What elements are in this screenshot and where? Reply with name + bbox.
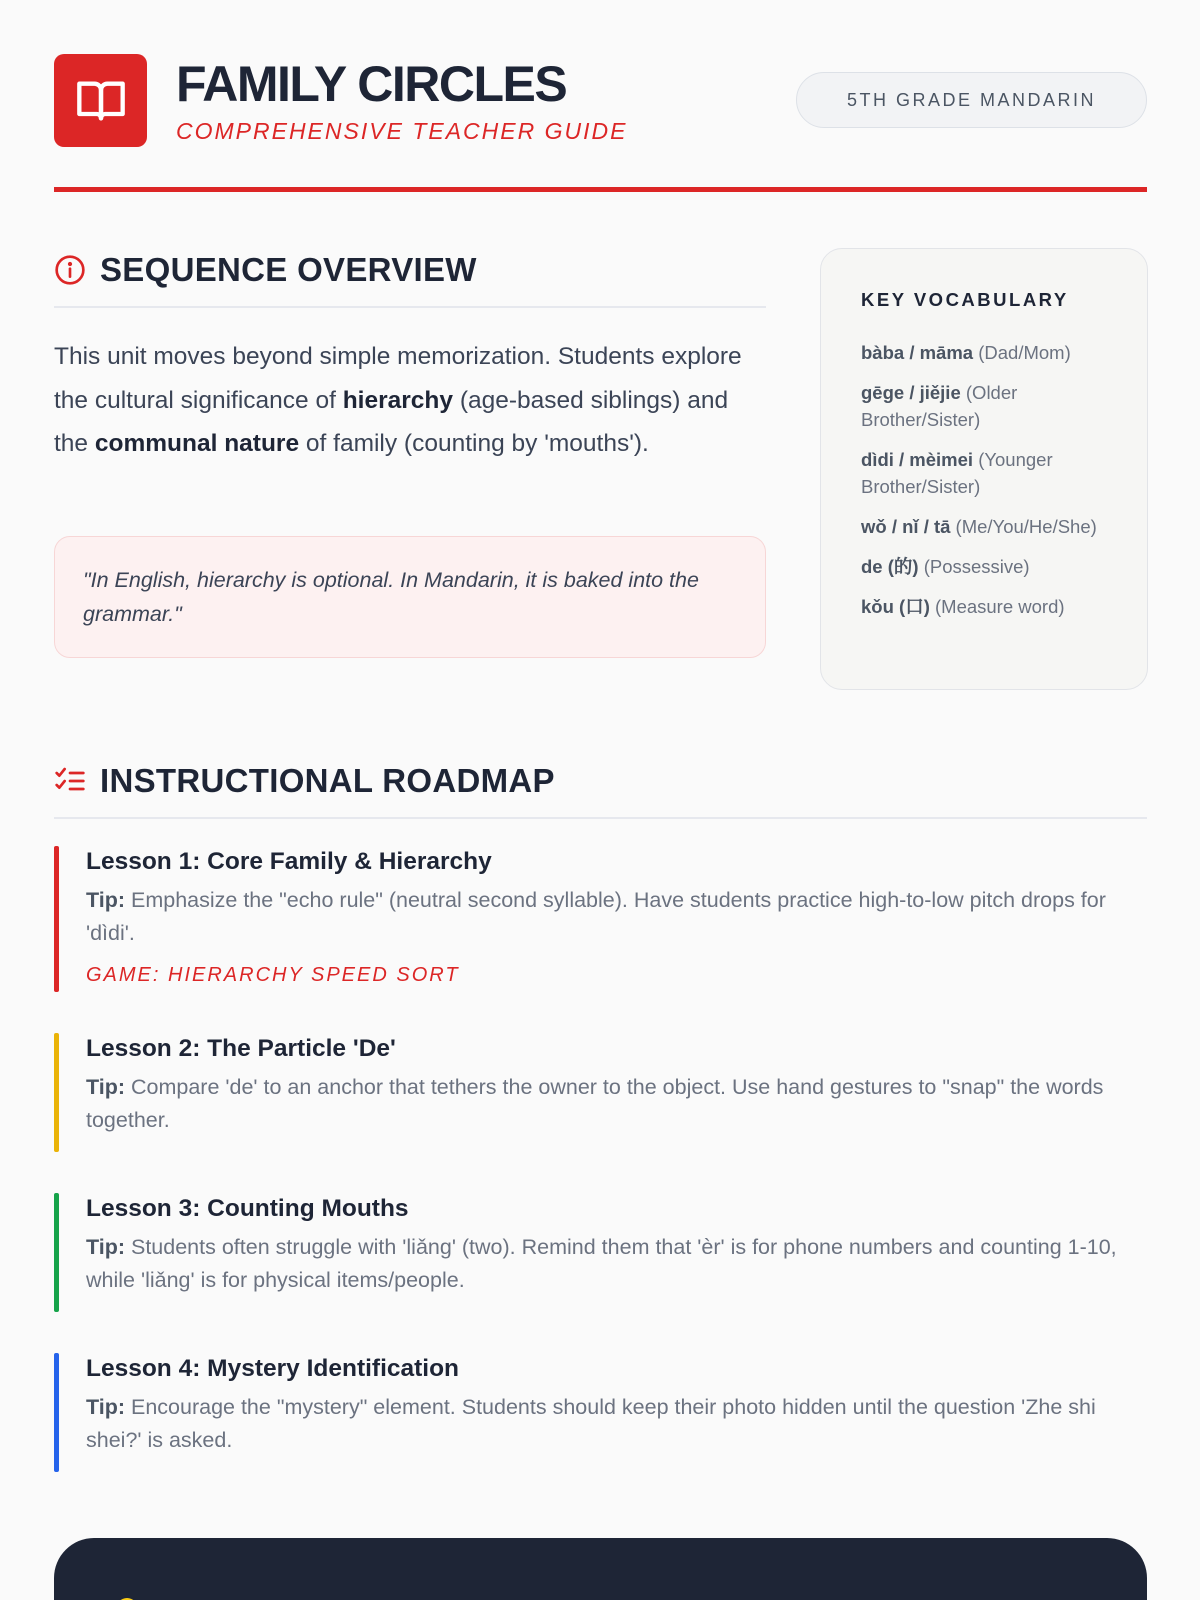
vocab-gloss: (Measure word) — [929, 596, 1065, 617]
lesson-card — [54, 1353, 1147, 1472]
tip-text: Compare 'de' to an anchor that tethers the owner to the object. Use hand gestures to "snap" the words together. — [86, 1075, 1104, 1132]
vocab-term: kǒu (口) — [861, 596, 930, 617]
vocab-gloss: (Younger Brother/Sister) — [861, 449, 1053, 497]
vocab-title: KEY VOCABULARY — [861, 289, 1069, 310]
roadmap-heading-text: INSTRUCTIONAL ROADMAP — [100, 762, 555, 799]
open-book-icon — [75, 75, 127, 127]
lesson-card — [54, 846, 1147, 992]
lesson-color-bar — [54, 1353, 59, 1472]
overview-paragraph — [54, 335, 764, 466]
lesson-tip — [86, 884, 1146, 950]
vocab-gloss: (Me/You/He/She) — [950, 516, 1097, 537]
tip-text: Encourage the "mystery" element. Students should keep their photo hidden until the question 'Zhe shi shei?' is asked. — [86, 1395, 1096, 1452]
lesson-title: Lesson 2: The Particle 'De' — [86, 1035, 396, 1062]
vocab-gloss: (Dad/Mom) — [973, 342, 1071, 363]
overview-heading — [54, 251, 477, 289]
lesson-card — [54, 1033, 1147, 1152]
tip-label: Tip: — [86, 1395, 126, 1419]
lesson-tip — [86, 1231, 1146, 1297]
overview-text-3: of family (counting by 'mouths'). — [299, 430, 649, 457]
pull-quote: "In English, hierarchy is optional. In Mandarin, it is baked into the grammar." — [54, 536, 766, 658]
overview-heading-text: SEQUENCE OVERVIEW — [100, 251, 477, 288]
vocab-term: bàba / māma — [861, 342, 974, 363]
vocab-item — [861, 513, 1107, 540]
lesson-color-bar — [54, 1193, 59, 1312]
roadmap-divider — [54, 817, 1147, 819]
lesson-color-bar — [54, 1033, 59, 1152]
info-icon — [54, 254, 86, 286]
logo — [54, 54, 147, 147]
page-header — [54, 54, 1147, 194]
tip-label: Tip: — [86, 1235, 126, 1259]
lesson-game: GAME: HIERARCHY SPEED SORT — [86, 964, 460, 986]
vocab-term: gēge / jiějie — [861, 382, 961, 403]
lesson-tip — [86, 1071, 1146, 1137]
vocab-item — [861, 593, 1107, 620]
tip-text: Emphasize the "echo rule" (neutral second syllable). Have students practice high-to-low pitch drops for 'dìdi'. — [86, 888, 1106, 945]
vocab-gloss: (Older Brother/Sister) — [861, 382, 1018, 430]
overview-text-1: This unit moves beyond simple memorization. Students explore the cultural significance of — [54, 343, 742, 414]
vocab-term: wǒ / nǐ / tā — [861, 516, 951, 537]
page-title: FAMILY CIRCLES — [176, 56, 567, 112]
vocab-item — [861, 553, 1107, 580]
overview-text-2: (age-based siblings) and the — [54, 386, 729, 457]
lesson-title: Lesson 4: Mystery Identification — [86, 1355, 460, 1382]
page-subtitle: COMPREHENSIVE TEACHER GUIDE — [176, 118, 628, 144]
lesson-title: Lesson 1: Core Family & Hierarchy — [86, 848, 492, 875]
overview-bold-hierarchy: hierarchy — [342, 386, 454, 414]
header-divider — [54, 187, 1147, 192]
lesson-color-bar — [54, 846, 59, 992]
tip-label: Tip: — [86, 888, 126, 912]
lesson-tip — [86, 1391, 1146, 1457]
overview-bold-communal: communal nature — [94, 430, 300, 457]
lesson-card — [54, 1193, 1147, 1312]
vocab-item — [861, 339, 1107, 366]
vocab-term: de (的) — [861, 556, 919, 577]
vocab-item — [861, 379, 1107, 433]
tip-label: Tip: — [86, 1075, 126, 1099]
grade-badge: 5TH GRADE MANDARIN — [796, 72, 1147, 128]
vocab-gloss: (Possessive) — [918, 556, 1030, 577]
vocab-item — [861, 446, 1107, 500]
checklist-icon — [54, 765, 86, 797]
tip-text: Students often struggle with 'liǎng' (two). Remind them that 'èr' is for phone numbers and counting 1-10, while 'liǎng' is for physical items/people. — [86, 1235, 1117, 1292]
roadmap-heading — [54, 762, 555, 800]
footer-panel — [54, 1538, 1147, 1600]
key-vocabulary-card — [820, 248, 1148, 690]
vocab-term: dìdi / mèimei — [861, 449, 974, 470]
lesson-title: Lesson 3: Counting Mouths — [86, 1195, 409, 1222]
overview-divider — [54, 306, 766, 308]
